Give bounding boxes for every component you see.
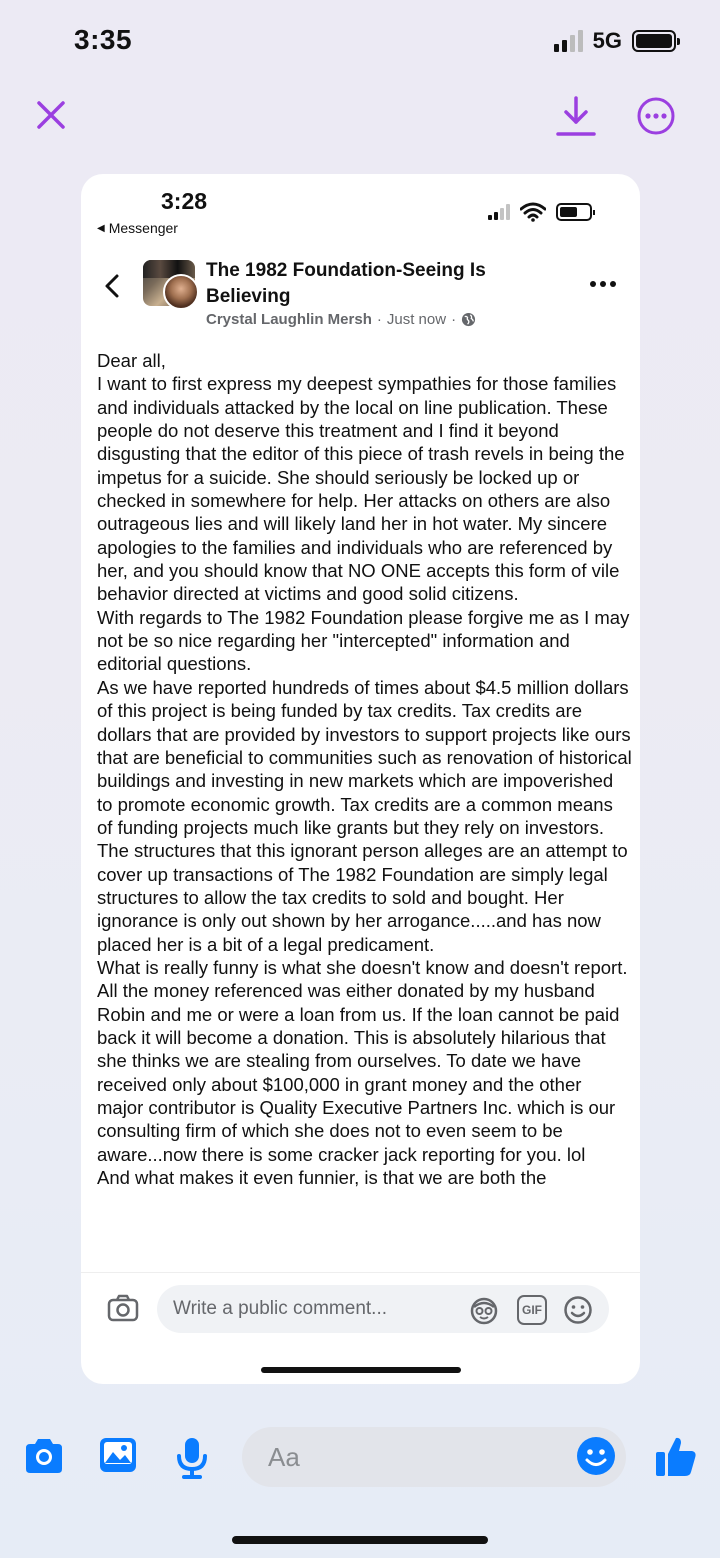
back-triangle-icon: ◀ xyxy=(97,222,105,234)
post-meta xyxy=(206,311,476,328)
screenshot-time: 3:28 xyxy=(161,188,208,214)
close-icon[interactable] xyxy=(34,98,68,132)
meta-separator: · xyxy=(451,311,457,328)
home-indicator xyxy=(232,1536,488,1544)
shared-screenshot xyxy=(81,174,640,1384)
thumbs-up-icon[interactable] xyxy=(654,1434,698,1478)
back-to-app xyxy=(97,220,178,236)
group-name[interactable]: The 1982 Foundation-Seeing Is Believing xyxy=(206,260,486,307)
status-indicators xyxy=(554,28,676,54)
screenshot-indicators xyxy=(488,202,592,222)
globe-icon xyxy=(461,312,476,327)
camera-icon[interactable] xyxy=(107,1293,139,1323)
post-body xyxy=(97,349,632,1275)
screenshot-status-bar xyxy=(81,174,640,244)
back-chevron-icon[interactable] xyxy=(99,268,127,304)
post-timestamp: Just now xyxy=(386,311,447,328)
post-header xyxy=(81,254,640,334)
network-label: 5G xyxy=(592,28,622,53)
comment-bar xyxy=(81,1272,640,1344)
gif-icon[interactable]: GIF xyxy=(517,1295,547,1325)
avatar-sticker-icon[interactable] xyxy=(469,1295,499,1325)
screenshot-home-indicator xyxy=(261,1367,461,1373)
camera-icon[interactable] xyxy=(22,1436,66,1476)
comment-input[interactable] xyxy=(173,1298,453,1320)
emoji-icon[interactable] xyxy=(576,1436,616,1476)
post-more-button[interactable] xyxy=(590,274,620,294)
signal-icon xyxy=(488,204,510,220)
wifi-icon xyxy=(520,202,546,222)
message-composer xyxy=(0,1420,720,1500)
download-icon[interactable] xyxy=(554,94,598,138)
post-text: Dear all, I want to first express my deepest sympathies for those families and individuals attacked by the local on line publication. These people do not deserve this treatment and I find it beyond disgusting that the editor of this piece of trash revels in being the impetus for a suicide. She should seriously be locked up or checked in somewhere for help. Her attacks on others are also outrageous lies and will likely land her in hot water. My sincere apologies to the families and individuals who are referenced by her, and you should know that NO ONE accepts this form of vile behavior directed at victims and good solid citizens. With regards to The 1982 Foundation please forgive me as I may not be so nice regarding her "intercepted" information and editorial questions. As we have reported hundreds of times about $4.5 million dollars of this project is being funded by tax credits. Tax credits are dollars that are provided by investors to support projects like ours that are beneficial to communities such as renovation of historical buildings and investing in new markets which are impoverished to promote economic growth. Tax credits are a common means of funding projects much like grants but they rely on investors. The structures that this ignorant person alleges are an attempt to cover up transactions of The 1982 Foundation are simply legal structures to allow the tax credits to sold and bought. Her ignorance is only out shown by her arrogance.....and has now placed her is a bit of a legal predicament. What is really funny is what she doesn't know and doesn't report. All the money referenced was either donated by my husband Robin and me or were a loan from us. If the loan cannot be paid back it will become a donation. This is absolutely hilarious that she thinks we are stealing from ourselves. To date we have received only about $100,000 in grant money and the other major contributor is Quality Executive Partners Inc. which is our consulting firm of which she does not to even seem to be aware...now there is some cracker jack reporting for you. lol And what makes it even funnier, is that we are both the xyxy=(97,350,632,1189)
signal-icon xyxy=(554,30,583,52)
status-bar xyxy=(0,0,720,84)
battery-icon xyxy=(556,203,592,221)
meta-separator: · xyxy=(376,311,382,328)
comment-input-wrapper[interactable] xyxy=(157,1285,609,1333)
post-author[interactable]: Crystal Laughlin Mersh xyxy=(206,311,372,328)
gallery-icon[interactable] xyxy=(98,1436,138,1474)
battery-icon xyxy=(632,30,676,52)
emoji-icon[interactable] xyxy=(563,1295,593,1325)
more-options-icon[interactable] xyxy=(636,96,676,136)
viewer-toolbar xyxy=(0,88,720,148)
message-input-wrapper[interactable] xyxy=(242,1427,626,1487)
back-app-label: Messenger xyxy=(108,220,178,236)
status-time: 3:35 xyxy=(74,24,133,55)
author-avatar[interactable] xyxy=(163,274,199,310)
message-input[interactable] xyxy=(268,1442,548,1473)
microphone-icon[interactable] xyxy=(174,1436,210,1480)
